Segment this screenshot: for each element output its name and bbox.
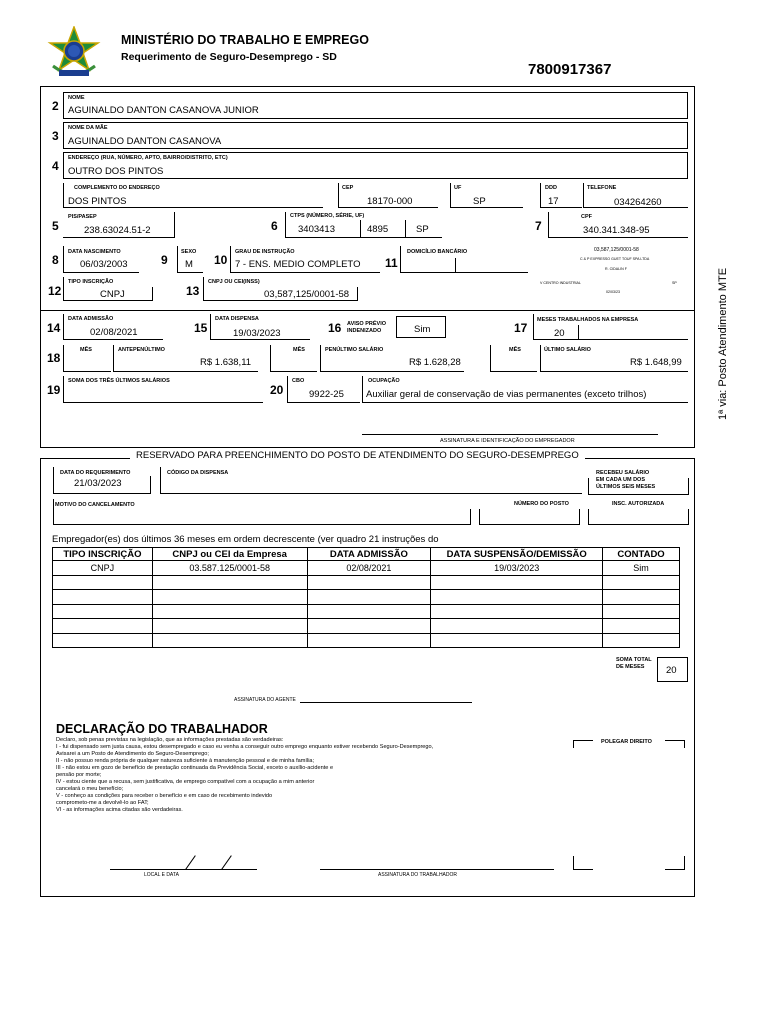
ultimo-label: ÚLTIMO SALÁRIO <box>544 347 591 353</box>
recebeu-box-bottom <box>588 494 689 495</box>
assinatura-trabalhador-line <box>320 869 554 870</box>
cnpj-value[interactable]: 03,587,125/0001-58 <box>264 289 350 300</box>
employer-history-table <box>52 547 680 648</box>
ctps-uf-value[interactable]: SP <box>416 224 429 235</box>
mae-value[interactable]: AGUINALDO DANTON CASANOVA <box>68 136 222 147</box>
field-number-7: 7 <box>535 219 542 233</box>
table-cell[interactable] <box>603 575 680 590</box>
declaration-line-9: comprometo-me a devolvê-lo ao FAT; <box>56 800 149 806</box>
pis-value[interactable]: 238.63024.51-2 <box>84 225 151 236</box>
declaration-line-6: IV - estou ciente que a recusa, sem justificativa, de emprego compatível com a ocupação a mim anterior <box>56 779 315 785</box>
assinatura-agente-label: ASSINATURA DO AGENTE <box>234 697 296 703</box>
admissao-value[interactable]: 02/08/2021 <box>90 327 138 338</box>
table-row <box>53 633 680 648</box>
table-cell[interactable] <box>152 575 307 590</box>
field-number-5: 5 <box>52 219 59 233</box>
grau-value[interactable]: 7 - ENS. MEDIO COMPLETO <box>235 259 361 270</box>
meses-divider <box>578 325 579 340</box>
table-cell[interactable] <box>603 619 680 634</box>
stamp-line-1: 03,587,125/0001-58 <box>594 247 639 253</box>
aviso-value[interactable]: Sim <box>414 324 431 335</box>
stamp-line-4: V CENTRO INDUSTRIAL <box>540 281 581 285</box>
side-text: 1ª via: Posto Atendimento MTE <box>717 267 729 420</box>
table-cell[interactable] <box>53 633 153 648</box>
section-divider <box>40 310 695 311</box>
declaration-line-4: III - não estou em gozo de benefício de prestação continuada da Previdência Social, exceto o auxílio-acidente e <box>56 765 334 771</box>
empregadores-text: Empregador(es) dos últimos 36 meses em ordem decrescente (ver quadro 21 instruções do <box>52 534 439 545</box>
antepenultimo-value[interactable]: R$ 1.638,11 <box>200 357 252 368</box>
assinatura-trabalhador-label: ASSINATURA DO TRABALHADOR <box>378 872 457 878</box>
telefone-value[interactable]: 034264260 <box>614 197 662 208</box>
field-number-17: 17 <box>514 321 528 335</box>
table-cell[interactable] <box>431 633 603 648</box>
declaration-line-2: Avisarei a um Posto de Atendimento do Seguro-Desemprego; <box>56 751 209 757</box>
soma-label: SOMA DOS TRÊS ÚLTIMOS SALÁRIOS <box>68 378 170 384</box>
mae-label: NOME DA MÃE <box>68 125 108 131</box>
stamp-line-5: SP <box>672 281 677 285</box>
cbo-value[interactable]: 9922-25 <box>309 389 344 400</box>
table-cell[interactable] <box>431 590 603 605</box>
field-number-10: 10 <box>214 253 228 267</box>
table-row <box>53 561 680 576</box>
pis-label: PIS/PASEP <box>68 214 97 220</box>
grau-label: GRAU DE INSTRUÇÃO <box>235 249 295 255</box>
table-cell[interactable] <box>307 590 431 605</box>
insc-autorizada-right <box>688 509 689 525</box>
field-number-18: 18 <box>47 351 61 365</box>
field-number-8: 8 <box>52 253 59 267</box>
field-number-3: 3 <box>52 129 59 143</box>
nasc-label: DATA NASCIMENTO <box>68 249 121 255</box>
ddd-label: DDD <box>545 185 557 191</box>
recebeu-label-2: EM CADA UM DOS <box>596 477 645 483</box>
field-number-11: 11 <box>385 256 398 270</box>
stamp-line-3: R. CIDALIN F <box>605 267 627 271</box>
ddd-value[interactable]: 17 <box>548 196 559 207</box>
endereco-label: ENDEREÇO (RUA, NÚMERO, APTO, BAIRRO/DISTRITO, ETC) <box>68 155 228 161</box>
antepenultimo-label: ANTEPENÚLTIMO <box>118 347 165 353</box>
field-number-20: 20 <box>270 383 284 397</box>
uf-value[interactable]: SP <box>473 196 486 207</box>
field-number-2: 2 <box>52 99 59 113</box>
table-cell[interactable] <box>603 604 680 619</box>
coat-of-arms-logo <box>45 26 103 80</box>
polegar-corner-tl <box>573 740 593 748</box>
polegar-corner-bl <box>573 856 593 870</box>
table-cell[interactable]: CNPJ <box>53 561 153 576</box>
mes-1-label: MÊS <box>80 347 92 353</box>
uf-label: UF <box>454 185 462 191</box>
insc-autorizada-box <box>588 509 689 525</box>
sexo-label: SEXO <box>181 249 197 255</box>
cep-label: CEP <box>342 185 354 191</box>
ministry-title: MINISTÉRIO DO TRABALHO E EMPREGO <box>121 33 369 47</box>
stamp-line-2: C & P EXPRESSO GUET TOUF SPA LTDA <box>580 257 650 261</box>
declaration-line-10: VI - as informações acima citadas são verdadeiras. <box>56 807 183 813</box>
sexo-value[interactable]: M <box>185 259 193 270</box>
table-cell[interactable] <box>152 619 307 634</box>
nasc-value[interactable]: 06/03/2003 <box>80 259 128 270</box>
recebeu-label-1: RECEBEU SALÁRIO <box>596 470 650 476</box>
table-cell[interactable] <box>603 590 680 605</box>
table-row <box>53 604 680 619</box>
nome-label: NOME <box>68 95 85 101</box>
table-cell[interactable] <box>152 590 307 605</box>
field-number-13: 13 <box>186 284 200 298</box>
table-cell[interactable] <box>307 575 431 590</box>
ctps-divider-2 <box>405 220 406 238</box>
motivo-label: MOTIVO DO CANCELAMENTO <box>55 502 135 508</box>
tipo-inscricao-value[interactable]: CNPJ <box>100 289 125 300</box>
table-cell[interactable] <box>53 619 153 634</box>
aviso-label-2: INDENIZADO <box>347 328 382 334</box>
table-header-cnpj: CNPJ ou CEI da Empresa <box>152 548 307 561</box>
table-cell[interactable] <box>307 604 431 619</box>
ctps-numero-value[interactable]: 3403413 <box>298 224 335 235</box>
endereco-value[interactable]: OUTRO DOS PINTOS <box>68 166 164 177</box>
reserved-title: RESERVADO PARA PREENCHIMENTO DO POSTO DE ATENDIMENTO DO SEGURO-DESEMPREGO <box>130 450 585 461</box>
assinatura-agente-line <box>300 702 472 703</box>
table-cell[interactable] <box>53 590 153 605</box>
tipo-inscricao-right <box>152 287 153 301</box>
polegar-corner-br <box>665 856 685 870</box>
motivo-right <box>470 509 471 525</box>
ctps-divider-1 <box>360 220 361 238</box>
aviso-label-1: AVISO PRÉVIO <box>347 321 387 327</box>
cnpj-right <box>357 287 358 301</box>
ocupacao-value[interactable]: Auxiliar geral de conservação de vias permanentes (exceto trilhos) <box>366 389 647 400</box>
declaration-line-7: cancelará o meu benefício; <box>56 786 124 792</box>
ctps-label: CTPS (NÚMERO, SÉRIE, UF) <box>290 213 365 219</box>
table-cell[interactable] <box>152 633 307 648</box>
domicilio-divider <box>455 258 456 273</box>
cpf-label: CPF <box>581 214 592 220</box>
table-cell[interactable] <box>53 604 153 619</box>
codigo-dispensa-label: CÓDIGO DA DISPENSA <box>167 470 229 476</box>
table-header-demissao: DATA SUSPENSÃO/DEMISSÃO <box>431 548 603 561</box>
data-requerimento-label: DATA DO REQUERIMENTO <box>60 470 131 476</box>
table-header-contado: CONTADO <box>603 548 680 561</box>
table-cell[interactable]: Sim <box>603 561 680 576</box>
table-cell[interactable] <box>431 604 603 619</box>
field-number-9: 9 <box>161 253 168 267</box>
declaration-intro: Declaro, sob penas previstas na legislação, que as informações prestadas são verdadeiras: <box>56 737 284 743</box>
table-header-tipo: TIPO INSCRIÇÃO <box>53 548 153 561</box>
table-cell[interactable] <box>431 619 603 634</box>
field-number-6: 6 <box>271 219 278 233</box>
declaration-line-1: I - fui dispensado sem justa causa, estou desempregado e caso eu venha a conseguir outro emprego enquanto estiver recebendo Seguro-Desemprego, <box>56 744 434 750</box>
ctps-serie-value[interactable]: 4895 <box>367 224 389 235</box>
local-data-line <box>110 869 257 870</box>
soma-total-label-1: SOMA TOTAL <box>616 657 652 663</box>
table-row <box>53 575 680 590</box>
soma-total-label-2: DE MESES <box>616 664 645 670</box>
assinatura-empregador-label: ASSINATURA E IDENTIFICAÇÃO DO EMPREGADOR <box>440 438 575 444</box>
admissao-label: DATA ADMISSÃO <box>68 316 114 322</box>
field-number-16: 16 <box>328 321 342 335</box>
mes-2-label: MÊS <box>293 347 305 353</box>
dispensa-label: DATA DISPENSA <box>215 316 259 322</box>
declaration-line-5: pensão por morte; <box>56 772 102 778</box>
soma-total-value[interactable]: 20 <box>666 665 677 676</box>
ultimo-value[interactable]: R$ 1.648,99 <box>630 357 682 368</box>
table-cell[interactable] <box>53 575 153 590</box>
table-header-admissao: DATA ADMISSÃO <box>307 548 431 561</box>
table-row <box>53 619 680 634</box>
polegar-corner-tr <box>665 740 685 748</box>
cep-value[interactable]: 18170-000 <box>367 196 413 207</box>
data-requerimento-right <box>150 476 151 494</box>
declaration-line-8: V - conheço as condições para receber o benefício e em caso de recebimento indevido <box>56 793 273 799</box>
nome-value[interactable]: AGUINALDO DANTON CASANOVA JUNIOR <box>68 105 259 116</box>
stamp-line-6: 02/03/23 <box>606 290 620 294</box>
table-cell[interactable]: 03.587.125/0001-58 <box>152 561 307 576</box>
meses-value[interactable]: 20 <box>554 328 565 339</box>
field-number-12: 12 <box>48 284 62 298</box>
penultimo-label: PENÚLTIMO SALÁRIO <box>325 347 384 353</box>
complemento-label: COMPLEMENTO DO ENDEREÇO <box>74 185 160 191</box>
table-row <box>53 590 680 605</box>
field-number-19: 19 <box>47 383 61 397</box>
tipo-inscricao-label: TIPO INSCRIÇÃO <box>68 279 114 285</box>
ocupacao-label: OCUPAÇÃO <box>368 378 400 384</box>
assinatura-empregador-line <box>362 434 658 435</box>
table-cell[interactable]: 19/03/2023 <box>431 561 603 576</box>
numero-posto-label: NÚMERO DO POSTO <box>514 501 569 507</box>
local-data-label: LOCAL E DATA <box>144 872 179 878</box>
recebeu-box-right <box>688 478 689 494</box>
cpf-value[interactable]: 340.341.348-95 <box>583 225 650 236</box>
table-cell[interactable] <box>307 619 431 634</box>
declaration-title: DECLARAÇÃO DO TRABALHADOR <box>56 722 268 736</box>
recebeu-label-3: ÚLTIMOS SEIS MESES <box>596 484 656 490</box>
numero-posto-box <box>479 509 580 525</box>
mes-3-label: MÊS <box>509 347 521 353</box>
domicilio-label: DOMICÍLIO BANCÁRIO <box>407 249 468 255</box>
form-subtitle: Requerimento de Seguro-Desemprego - SD <box>121 51 337 63</box>
cnpj-label: CNPJ OU CEI(INSS) <box>208 279 260 285</box>
dispensa-value[interactable]: 19/03/2023 <box>233 328 281 339</box>
table-cell[interactable] <box>307 633 431 648</box>
meses-label: MESES TRABALHADOS NA EMPRESA <box>537 317 639 323</box>
field-number-14: 14 <box>47 321 61 335</box>
declaration-line-3: II - não possuo renda própria de qualquer natureza suficiente à manutenção pessoal e de minha família; <box>56 758 315 764</box>
complemento-value[interactable]: DOS PINTOS <box>68 196 127 207</box>
insc-autorizada-label: INSC. AUTORIZADA <box>612 501 665 507</box>
table-cell[interactable]: 02/08/2021 <box>307 561 431 576</box>
recebeu-box-left <box>588 478 589 494</box>
table-cell[interactable] <box>603 633 680 648</box>
field-number-4: 4 <box>52 159 59 173</box>
numero-posto-right <box>579 509 580 525</box>
table-cell[interactable] <box>152 604 307 619</box>
data-requerimento-value[interactable]: 21/03/2023 <box>74 478 122 489</box>
table-cell[interactable] <box>431 575 603 590</box>
polegar-label: POLEGAR DIREITO <box>601 739 652 745</box>
telefone-label: TELEFONE <box>587 185 617 191</box>
form-number: 7800917367 <box>528 61 612 78</box>
cbo-label: CBO <box>292 378 305 384</box>
penultimo-value[interactable]: R$ 1.628,28 <box>409 357 461 368</box>
field-number-15: 15 <box>194 321 208 335</box>
